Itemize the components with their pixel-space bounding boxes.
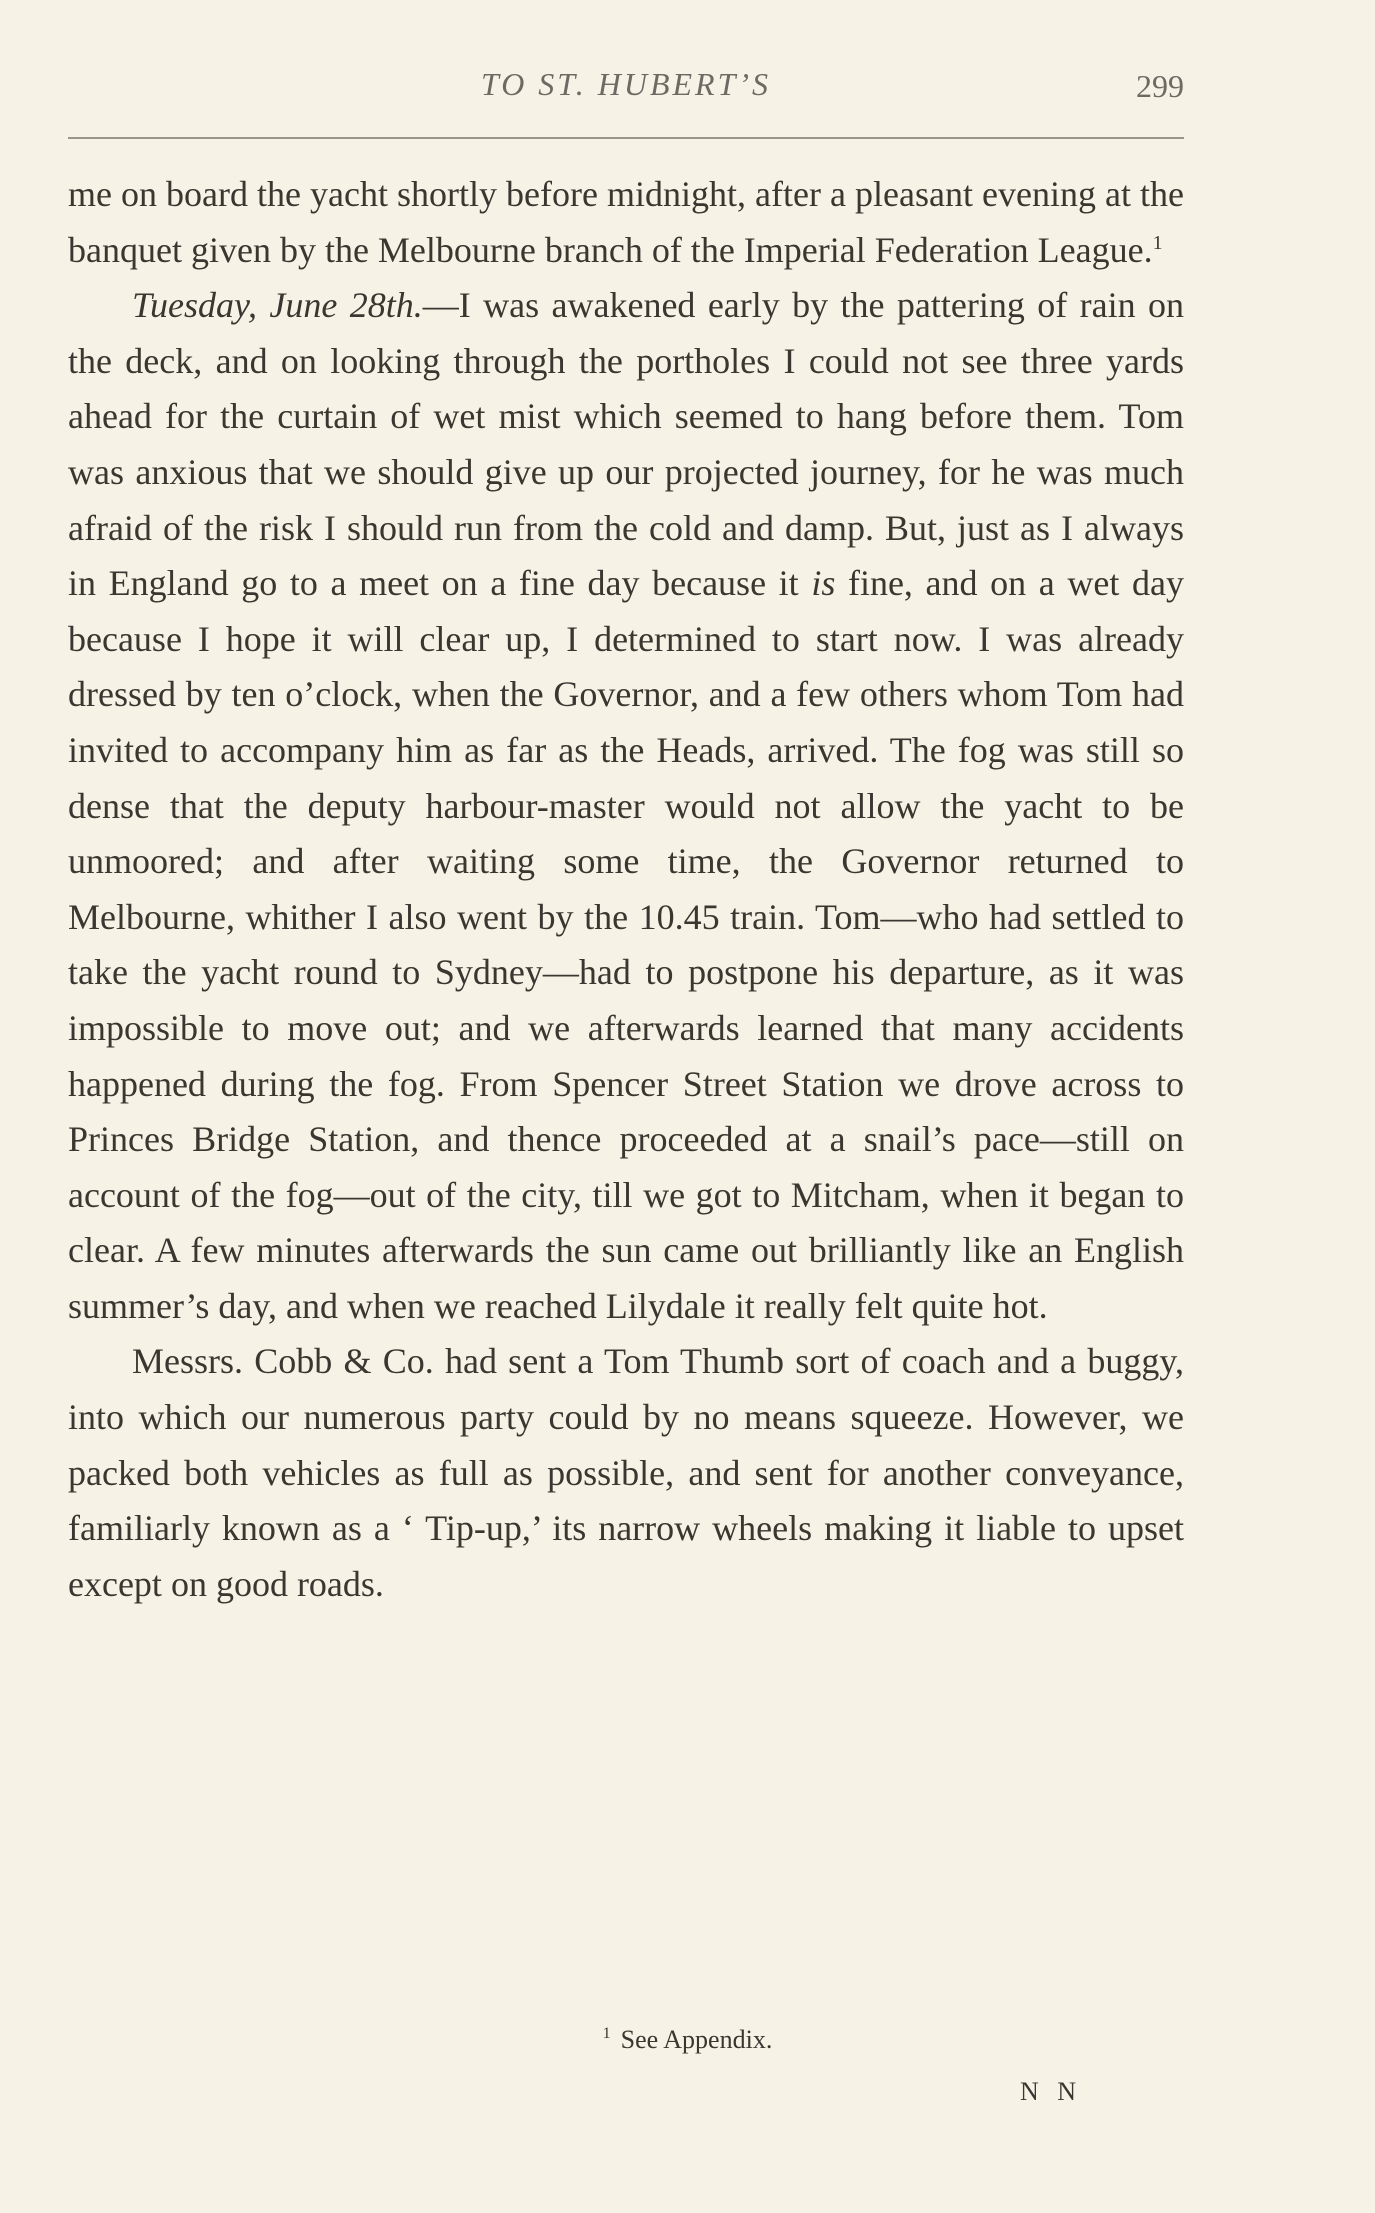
header-rule [68,137,1184,139]
page-number: 299 [1136,68,1184,104]
running-head [68,66,1184,116]
emphasis-is: is [811,563,836,604]
footnote-reference: 1 [1152,231,1163,254]
paragraph-2-text-a: —I was awakened early by the pattering of rain on the deck, and on looking through the portholes I could not see three yards ahead for the curtain of wet mist which seemed to hang before them. Tom was anxious that we should give up our projected journey, for he was much afraid of the risk I should run from the cold and damp. But, just as I always in England go to a meet on a fine day because it [68,285,1184,604]
diary-date: Tuesday, June 28th. [132,285,423,326]
footnote-text: See Appendix. [620,2025,773,2054]
paragraph-3 [68,1334,1184,1612]
signature-mark: N N [1020,2077,1083,2106]
body-text [68,167,1184,1612]
paragraph-3-text: Messrs. Cobb & Co. had sent a Tom Thumb sort of coach and a buggy, into which our numerous party could by no means squeeze. However, we packed both vehicles as full as possible, and sent for another conveyance, familiarly known as a ‘ Tip-up,’ its narrow wheels making it liable to upset except on good roads. [68,1341,1184,1604]
footnote [0,2025,1375,2055]
paragraph-2 [68,278,1184,1334]
running-title: TO ST. HUBERT’S [480,66,772,102]
footnote-mark: 1 [602,2025,611,2043]
paragraph-1-text: me on board the yacht shortly before midnight, after a pleasant evening at the banquet given by the Melbourne branch of the Imperial Federation League. [68,174,1184,270]
paragraph-1 [68,167,1184,278]
paragraph-2-text-b: fine, and on a wet day because I hope it will clear up, I determined to start now. I was already dressed by ten o’clock, when the Governor, and a few others whom Tom had invited to accompany him as far as the Heads, arrived. The fog was still so dense that the deputy harbour-master would not allow the yacht to be unmoored; and after waiting some time, the Governor returned to Melbourne, whither I also went by the 10.45 train. Tom—who had settled to take the yacht round to Sydney—had to postpone his departure, as it was impossible to move out; and we afterwards learned that many accidents happened during the fog. From Spencer Street Station we drove across to Princes Bridge Station, and thence proceeded at a snail’s pace—still on account of the fog—out of the city, till we got to Mitcham, when it began to clear. A few minutes afterwards the sun came out brilliantly like an English summer’s day, and when we reached Lilydale it really felt quite hot. [68,563,1184,1326]
